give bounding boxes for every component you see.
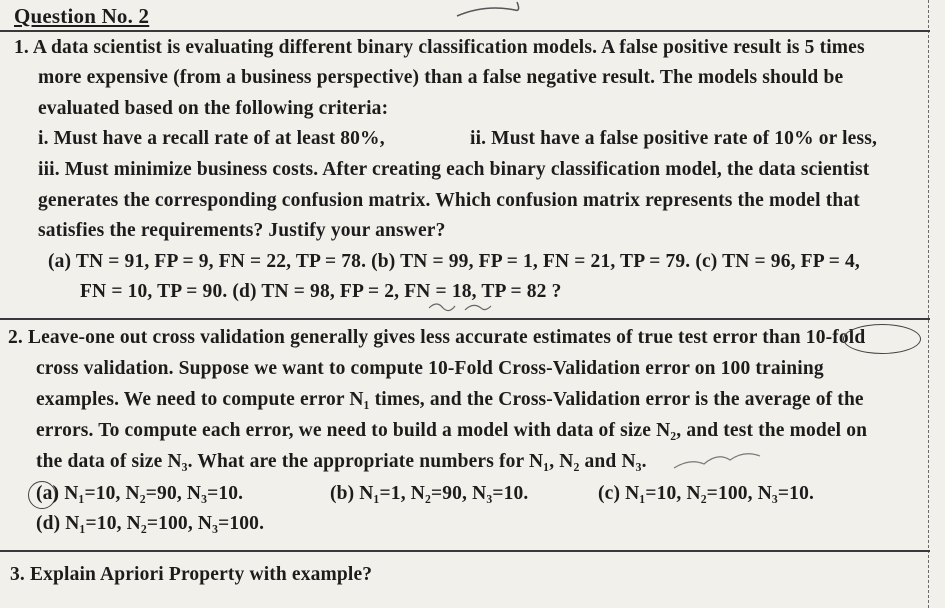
q1-criterion-1: i. Must have a recall rate of at least 80%, bbox=[38, 128, 385, 149]
pencil-circle-10-fold bbox=[843, 324, 921, 354]
pencil-scribble-top bbox=[455, 0, 525, 22]
q2-line-3: examples. We need to compute error N₁ times, and the Cross-Validation error is the average of the bbox=[36, 389, 864, 410]
title-separator bbox=[0, 30, 930, 32]
q1-line-7: satisfies the requirements? Justify your answer? bbox=[38, 220, 446, 241]
pencil-scribble-right bbox=[670, 444, 770, 474]
q3-line-1: 3. Explain Apriori Property with example? bbox=[10, 564, 373, 585]
q1-line-5: iii. Must minimize business costs. After creating each binary classification model, the data scientist bbox=[38, 159, 870, 180]
q1-line-2: more expensive (from a business perspective) than a false negative result. The models should be bbox=[38, 67, 844, 88]
pencil-handwriting bbox=[425, 298, 495, 316]
q2-line-4: errors. To compute each error, we need to build a model with data of size N₂, and test the model on bbox=[36, 420, 868, 441]
q1-line-6: generates the corresponding confusion matrix. Which confusion matrix represents the model that bbox=[38, 190, 860, 211]
q2-option-c: (c) N₁=10, N₂=100, N₃=10. bbox=[598, 483, 815, 504]
q1-criterion-2: ii. Must have a false positive rate of 10% or less, bbox=[470, 128, 877, 149]
q1-separator bbox=[0, 318, 930, 320]
q2-separator bbox=[0, 550, 930, 552]
q1-line-1: 1. A data scientist is evaluating different binary classification models. A false positive result is 5 times bbox=[14, 37, 865, 58]
q1-options-line-2: FN = 10, TP = 90. (d) TN = 98, FP = 2, FN = 18, TP = 82 ? bbox=[80, 281, 562, 302]
q2-option-d: (d) N₁=10, N₂=100, N₃=100. bbox=[36, 513, 265, 534]
q2-option-a: (a) N₁=10, N₂=90, N₃=10. bbox=[36, 483, 244, 504]
q1-options-line-1: (a) TN = 91, FP = 9, FN = 22, TP = 78. (b) TN = 99, FP = 1, FN = 21, TP = 79. (c) TN = 96, FP = 4, bbox=[48, 251, 860, 272]
question-title: Question No. 2 bbox=[14, 4, 150, 28]
right-margin-line bbox=[928, 0, 929, 608]
q2-line-1: 2. Leave-one out cross validation generally gives less accurate estimates of true test error than 10-fold bbox=[8, 327, 866, 348]
q2-option-b: (b) N₁=1, N₂=90, N₃=10. bbox=[330, 483, 529, 504]
q1-line-3: evaluated based on the following criteria: bbox=[38, 98, 389, 119]
q2-line-5: the data of size N₃. What are the appropriate numbers for N₁, N₂ and N₃. bbox=[36, 451, 647, 472]
q2-line-2: cross validation. Suppose we want to compute 10-Fold Cross-Validation error on 100 training bbox=[36, 358, 824, 379]
